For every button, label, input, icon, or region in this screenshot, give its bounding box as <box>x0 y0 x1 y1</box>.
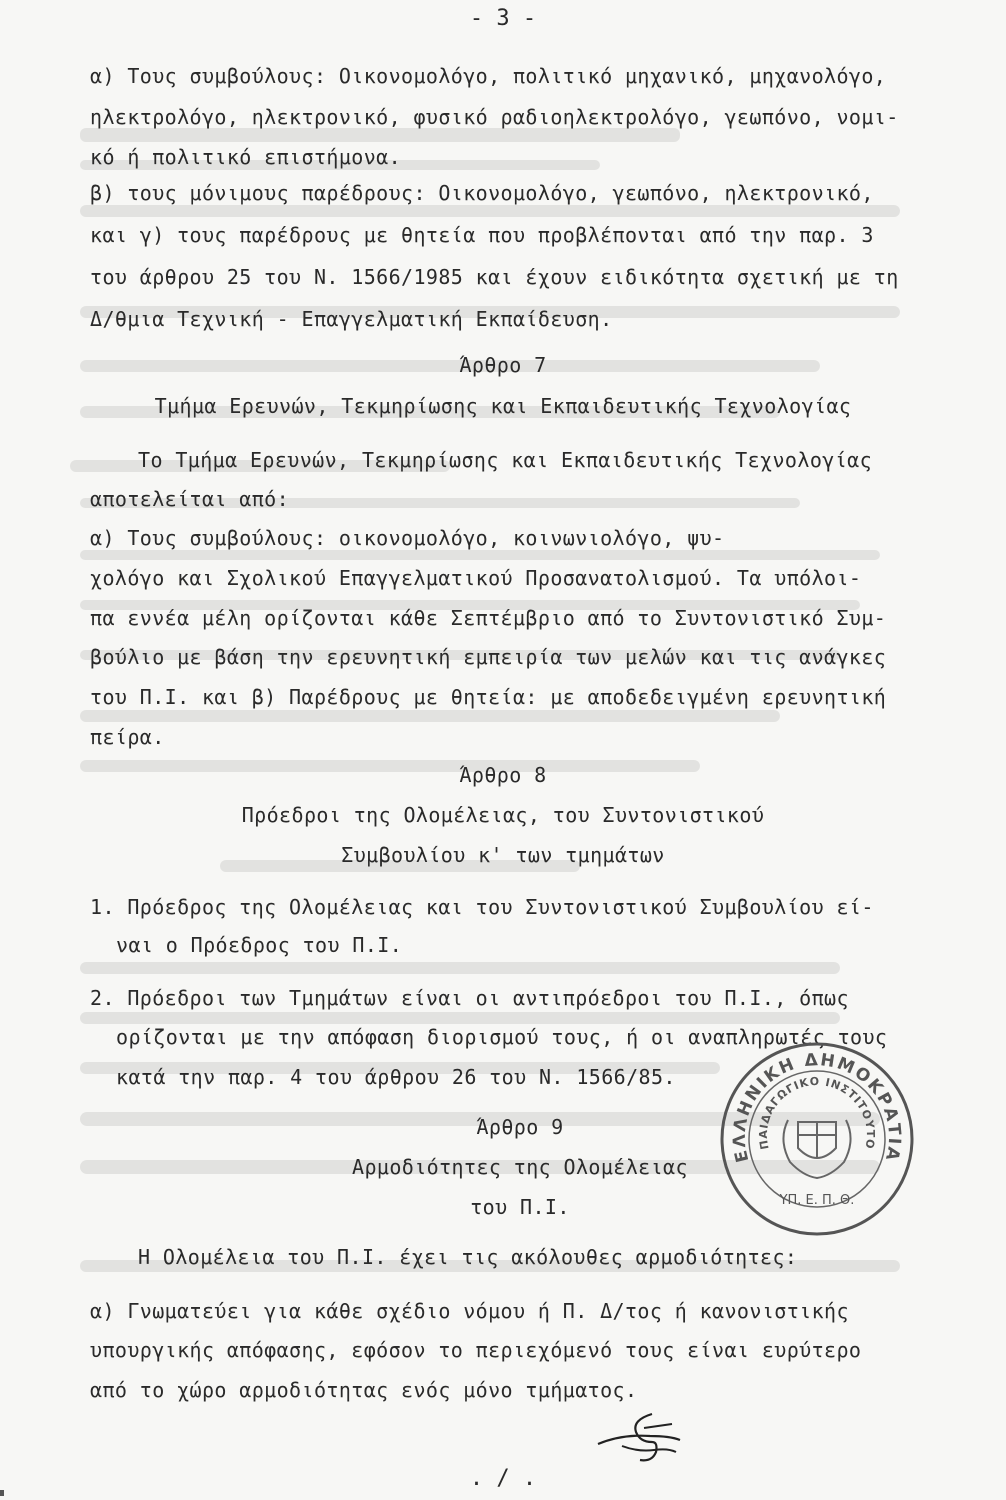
text-line: αποτελείται από: <box>90 487 290 511</box>
article-heading: Άρθρο 7 <box>459 353 547 377</box>
text-line: β) τους μόνιμους παρέδρους: Οικονομολόγο, γεωπόνο, ηλεκτρονικό, <box>90 181 874 205</box>
text-line: από το χώρο αρμοδιότητας ενός μόνο τμήματος. <box>90 1378 638 1402</box>
signature-mark <box>592 1406 692 1466</box>
text-line: πα εννέα μέλη ορίζονται κάθε Σεπτέμβριο από το Συντονιστικό Συμ- <box>90 606 887 630</box>
text-line: ηλεκτρολόγο, ηλεκτρονικό, φυσικό ραδιοηλεκτρολόγο, γεωπόνο, νομι- <box>90 105 899 129</box>
text-line: υπουργικής απόφασης, εφόσον το περιεχόμενό τους είναι ευρύτερο <box>90 1338 862 1362</box>
stamp-inner-text: ΠΑΙΔΑΓΩΓΙΚΟ ΙΝΣΤΙΤΟΥΤΟ <box>756 1074 878 1151</box>
text-line: χολόγο και Σχολικού Επαγγελματικού Προσανατολισμού. Τα υπόλοι- <box>90 566 862 590</box>
article-subtitle: του Π.Ι. <box>470 1195 570 1219</box>
text-line: κατά την παρ. 4 του άρθρου 26 του Ν. 1566/85. <box>116 1065 676 1089</box>
margin-mark <box>0 1490 4 1496</box>
article-subtitle: Τμήμα Ερευνών, Τεκμηρίωσης και Εκπαιδευτικής Τεχνολογίας <box>154 394 852 418</box>
text-line: ορίζονται με την απόφαση διορισμού τους, ή οι αναπληρωτές τους <box>116 1025 888 1049</box>
text-line: του Π.Ι. και β) Παρέδρους με θητεία: με αποδεδειγμένη ερευνητική <box>90 685 887 709</box>
coat-of-arms-icon <box>783 1120 850 1178</box>
page-number: - 3 - <box>469 6 537 31</box>
text-line: α) Γνωματεύει για κάθε σχέδιο νόμου ή Π. Δ/τος ή κανονιστικής <box>90 1299 849 1323</box>
article-heading: Άρθρο 8 <box>459 763 547 787</box>
page-footer-mark: . / . <box>469 1466 537 1491</box>
article-subtitle: Συμβουλίου κ' των τμημάτων <box>341 843 665 867</box>
text-line: ναι ο Πρόεδρος του Π.Ι. <box>116 933 403 957</box>
text-line: 1. Πρόεδρος της Ολομέλειας και του Συντονιστικού Συμβουλίου εί- <box>90 895 874 919</box>
text-line: του άρθρου 25 του Ν. 1566/1985 και έχουν ειδικότητα σχετική με τη <box>90 265 899 289</box>
text-line: και γ) τους παρέδρους με θητεία που προβλέπονται από την παρ. 3 <box>90 223 874 247</box>
text-line: βούλιο με βάση την ερευνητική εμπειρία των μελών και τις ανάγκες <box>90 645 887 669</box>
article-subtitle: Αρμοδιότητες της Ολομέλειας <box>352 1155 688 1179</box>
article-heading: Άρθρο 9 <box>476 1115 564 1139</box>
text-line: Το Τμήμα Ερευνών, Τεκμηρίωσης και Εκπαιδευτικής Τεχνολογίας <box>138 448 873 472</box>
stamp-outer-text: ΕΛΛΗΝΙΚΗ ΔΗΜΟΚΡΑΤΙΑ <box>729 1050 905 1165</box>
text-line: Δ/θμια Τεχνική - Επαγγελματική Εκπαίδευση. <box>90 307 613 331</box>
text-line: Η Ολομέλεια του Π.Ι. έχει τις ακόλουθες αρμοδιότητες: <box>138 1245 798 1269</box>
text-line: 2. Πρόεδροι των Τμημάτων είναι οι αντιπρόεδροι του Π.Ι., όπως <box>90 986 849 1010</box>
text-line: α) Τους συμβούλους: οικονομολόγο, κοινωνιολόγο, ψυ- <box>90 526 725 550</box>
stamp-bottom-text: ΥΠ. Ε. Π. Θ. <box>779 1193 855 1208</box>
article-subtitle: Πρόεδροι της Ολομέλειας, του Συντονιστικού <box>241 803 765 827</box>
text-line: πείρα. <box>90 725 165 749</box>
official-stamp <box>718 1040 916 1238</box>
text-line: κό ή πολιτικό επιστήμονα. <box>90 145 402 169</box>
text-line: α) Τους συμβούλους: Οικονομολόγο, πολιτικό μηχανικό, μηχανολόγο, <box>90 64 887 88</box>
